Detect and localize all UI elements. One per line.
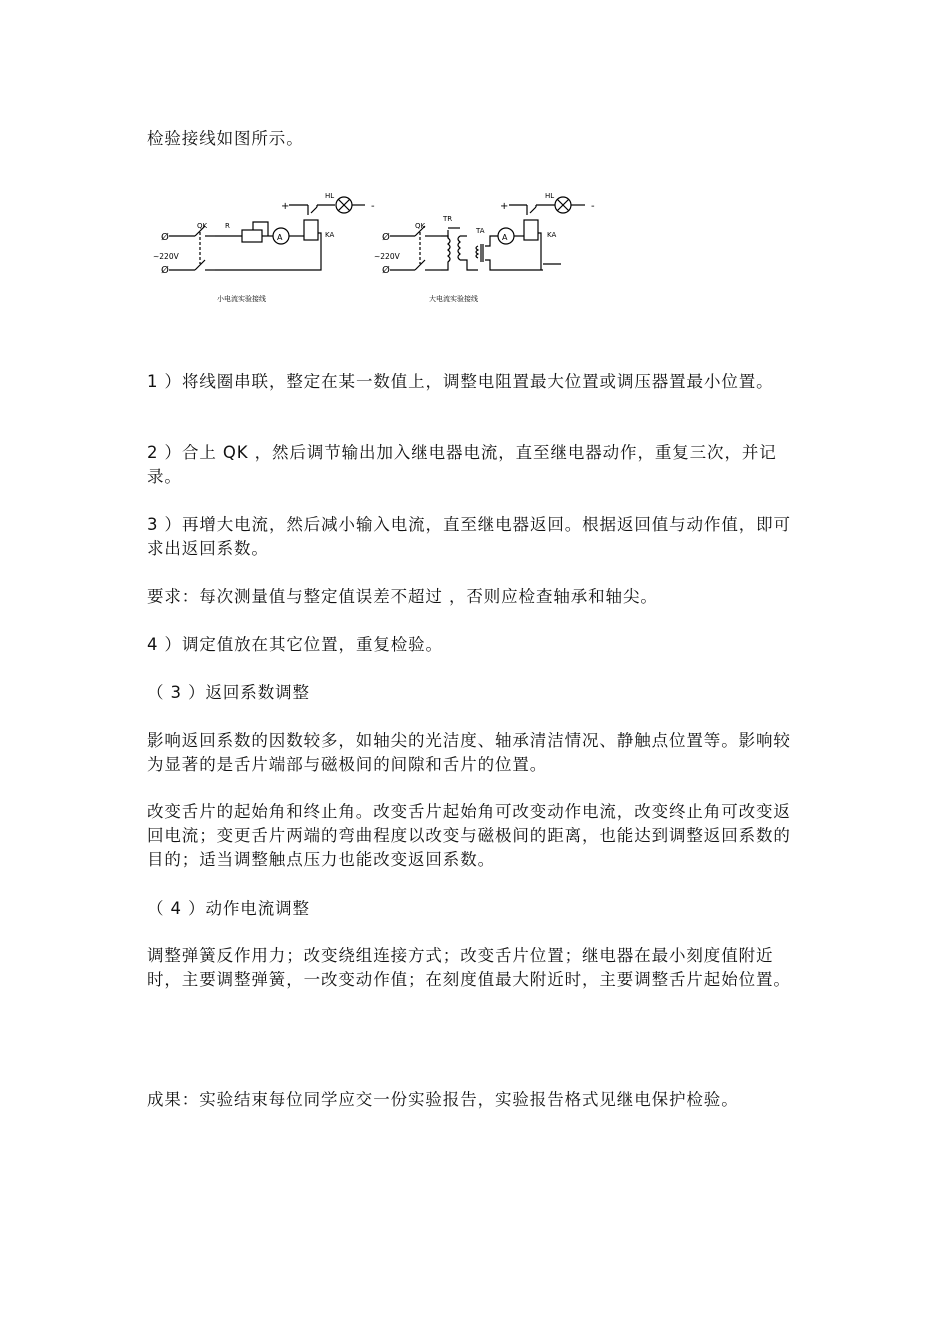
- transformer-ta: [476, 246, 478, 258]
- label-plus: +: [281, 201, 290, 212]
- label-r: R: [225, 222, 230, 230]
- label-tr: TR: [443, 215, 453, 223]
- step-4-paragraph: 4 ）调定值放在其它位置，重复检验。: [147, 635, 443, 654]
- label-a: A: [277, 233, 283, 242]
- phi-top: Ø: [161, 232, 169, 243]
- wiring-diagram: [145, 188, 615, 313]
- left-circuit: [153, 192, 375, 303]
- return-factor-paragraph: 影响返回系数的因数较多，如轴尖的光洁度、轴承清洁情况、静触点位置等。影响较为显著的是舌片端部与磁极间的间隙和舌片的位置。: [147, 731, 791, 774]
- relay-coil: [304, 220, 318, 240]
- caption-left: 小电流实验接线: [217, 295, 266, 303]
- label-minus: -: [591, 201, 595, 212]
- section-heading-3: （ 3 ）返回系数调整: [147, 683, 310, 702]
- transformer-tr: [441, 236, 450, 270]
- right-circuit: [374, 192, 595, 303]
- phi-bottom: Ø: [382, 265, 390, 276]
- label-plus: +: [500, 201, 509, 212]
- label-qk: QK: [197, 222, 208, 230]
- section-heading-4: （ 4 ）动作电流调整: [147, 899, 310, 918]
- caption-right: 大电流实验接线: [429, 295, 478, 303]
- result-paragraph: 成果：实验结束每位同学应交一份实验报告，实验报告格式见继电保护检验。: [147, 1090, 739, 1109]
- label-minus: -: [371, 201, 375, 212]
- label-voltage: ~220V: [374, 252, 400, 261]
- tongue-angle-paragraph: 改变舌片的起始角和终止角。改变舌片起始角可改变动作电流，改变终止角可改变返回电流；变更舌片两端的弯曲程度以改变与磁极间的距离，也能达到调整返回系数的目的；适当调整触点压力也能改变返回系数。: [147, 802, 791, 869]
- label-ka: KA: [325, 231, 335, 239]
- step-2-paragraph: 2 ）合上 QK ，然后调节输出加入继电器电流，直至继电器动作，重复三次，并记录。: [147, 443, 777, 486]
- step-3-paragraph: 3 ）再增大电流，然后减小输入电流，直至继电器返回。根据返回值与动作值，即可求出返回系数。: [147, 515, 791, 558]
- step-1-paragraph: 1 ）将线圈串联，整定在某一数值上，调整电阻置最大位置或调压器置最小位置。: [147, 372, 774, 391]
- label-voltage: ~220V: [153, 252, 179, 261]
- label-qk: QK: [415, 222, 426, 230]
- requirement-paragraph: 要求：每次测量值与整定值误差不超过 ，否则应检查轴承和轴尖。: [147, 587, 658, 606]
- relay-coil: [524, 220, 538, 240]
- label-a: A: [502, 233, 508, 242]
- current-adjust-paragraph: 调整弹簧反作用力；改变绕组连接方式；改变舌片位置；继电器在最小刻度值附近时，主要调整弹簧，一改变动作值；在刻度值最大附近时，主要调整舌片起始位置。: [147, 946, 791, 989]
- rheostat: [242, 230, 262, 242]
- intro-text: 检验接线如图所示。: [147, 129, 304, 148]
- label-ta: TA: [476, 227, 485, 235]
- phi-bottom: Ø: [161, 265, 169, 276]
- label-hl: HL: [325, 192, 335, 200]
- phi-top: Ø: [382, 232, 390, 243]
- label-hl: HL: [545, 192, 555, 200]
- label-ka: KA: [547, 231, 557, 239]
